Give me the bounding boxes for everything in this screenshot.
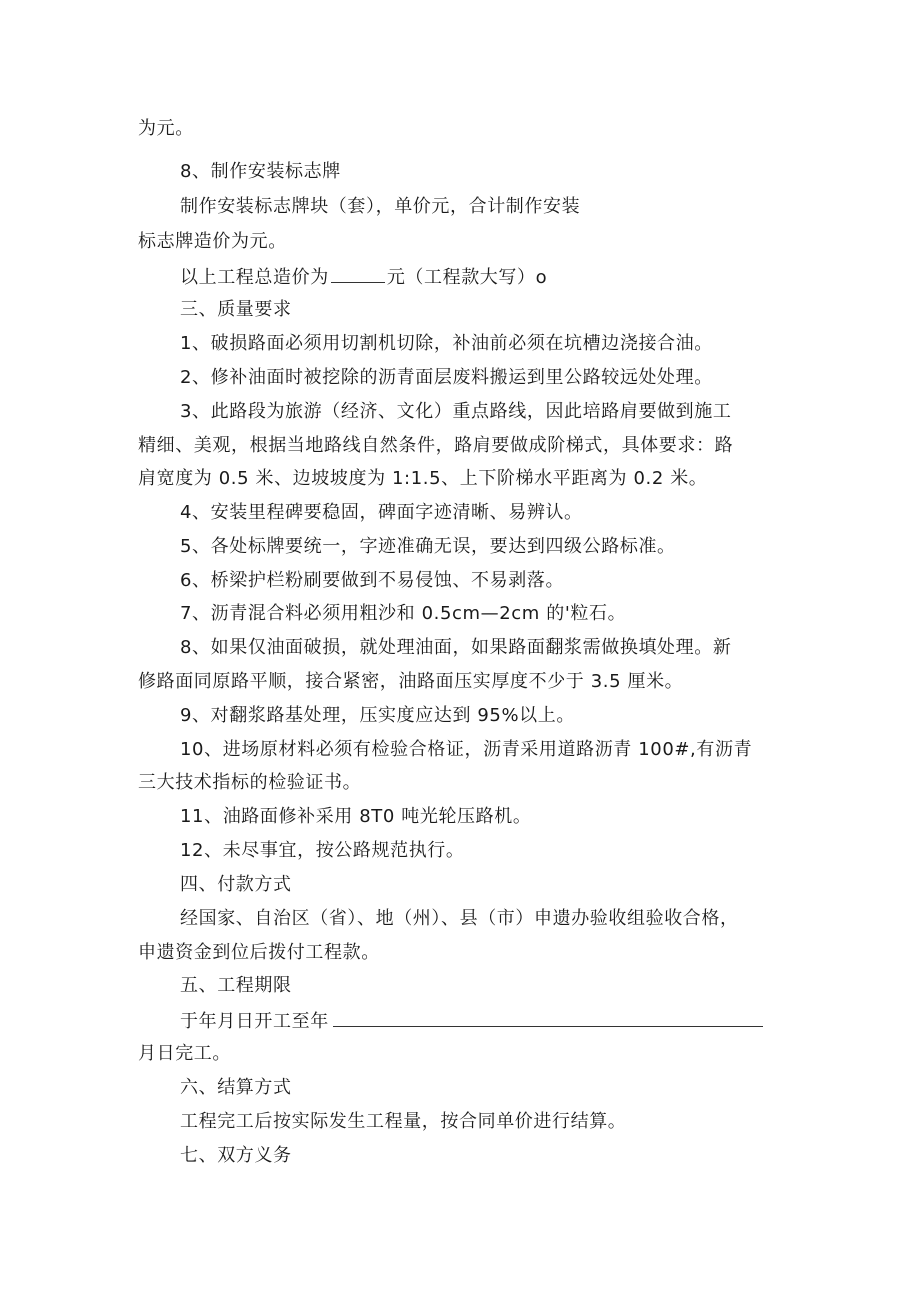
text-line: 6、桥梁护栏粉刷要做到不易侵蚀、不易剥落。 xyxy=(180,570,565,591)
text-segment: 元（工程款大写）o xyxy=(386,267,548,288)
text-line: 2、修补油面时被挖除的沥青面层废料搬运到里公路较远处处理。 xyxy=(180,367,713,388)
text-line: 10、进场原材料必须有检验合格证，沥青采用道路沥青 100#,有沥青 xyxy=(180,739,753,760)
text-line: 1、破损路面必须用切割机切除，补油前必须在坑槽边浇接合油。 xyxy=(180,333,713,354)
text-line: 三大技术指标的检验证书。 xyxy=(138,772,362,793)
text-line: 制作安装标志牌块（套），单价元，合计制作安装 xyxy=(180,196,581,217)
text-line: 12、未尽事宜，按公路规范执行。 xyxy=(180,840,465,861)
section-heading: 五、工程期限 xyxy=(180,975,292,996)
section-heading: 四、付款方式 xyxy=(180,874,292,895)
total-cost-line xyxy=(180,264,547,290)
text-line: 工程完工后按实际发生工程量，按合同单价进行结算。 xyxy=(180,1111,627,1132)
section-item-heading: 8、制作安装标志牌 xyxy=(180,161,341,182)
fill-blank xyxy=(331,264,385,283)
text-line: 4、安装里程碑要稳固，碑面字迹清晰、易辨认。 xyxy=(180,502,583,523)
period-line xyxy=(180,1008,763,1034)
section-heading: 六、结算方式 xyxy=(180,1077,292,1098)
text-segment: 以上工程总造价为 xyxy=(180,267,329,288)
text-line: 为元。 xyxy=(138,118,194,139)
text-line: 5、各处标牌要统一，字迹准确无误，要达到四级公路标准。 xyxy=(180,536,676,557)
text-line: 11、油路面修补采用 8T0 吨光轮压路机。 xyxy=(180,806,532,827)
section-heading: 七、双方义务 xyxy=(180,1145,292,1166)
section-heading: 三、质量要求 xyxy=(180,299,292,320)
text-line: 肩宽度为 0.5 米、边坡坡度为 1:1.5、上下阶梯水平距离为 0.2 米。 xyxy=(138,468,708,489)
text-line: 3、此路段为旅游（经济、文化）重点路线，因此培路肩要做到施工 xyxy=(180,401,732,422)
text-line: 经国家、自治区（省）、地（州）、县（市）申遗办验收组验收合格， xyxy=(180,908,739,929)
text-line: 申遗资金到位后拨付工程款。 xyxy=(138,942,380,963)
text-line: 精细、美观，根据当地路线自然条件，路肩要做成阶梯式，具体要求：路 xyxy=(138,435,734,456)
fill-blank xyxy=(333,1008,763,1027)
text-line: 9、对翻浆路基处理，压实度应达到 95%以上。 xyxy=(180,705,575,726)
text-segment: 于年月日开工至年 xyxy=(180,1011,329,1032)
text-line: 7、沥青混合料必须用粗沙和 0.5cm—2cm 的'粒石。 xyxy=(180,603,627,624)
text-line: 8、如果仅油面破损，就处理油面，如果路面翻浆需做换填处理。新 xyxy=(180,637,732,658)
text-line: 月日完工。 xyxy=(138,1043,231,1064)
text-line: 修路面同原路平顺，接合紧密，油路面压实厚度不少于 3.5 厘米。 xyxy=(138,671,684,692)
text-line: 标志牌造价为元。 xyxy=(138,231,287,252)
